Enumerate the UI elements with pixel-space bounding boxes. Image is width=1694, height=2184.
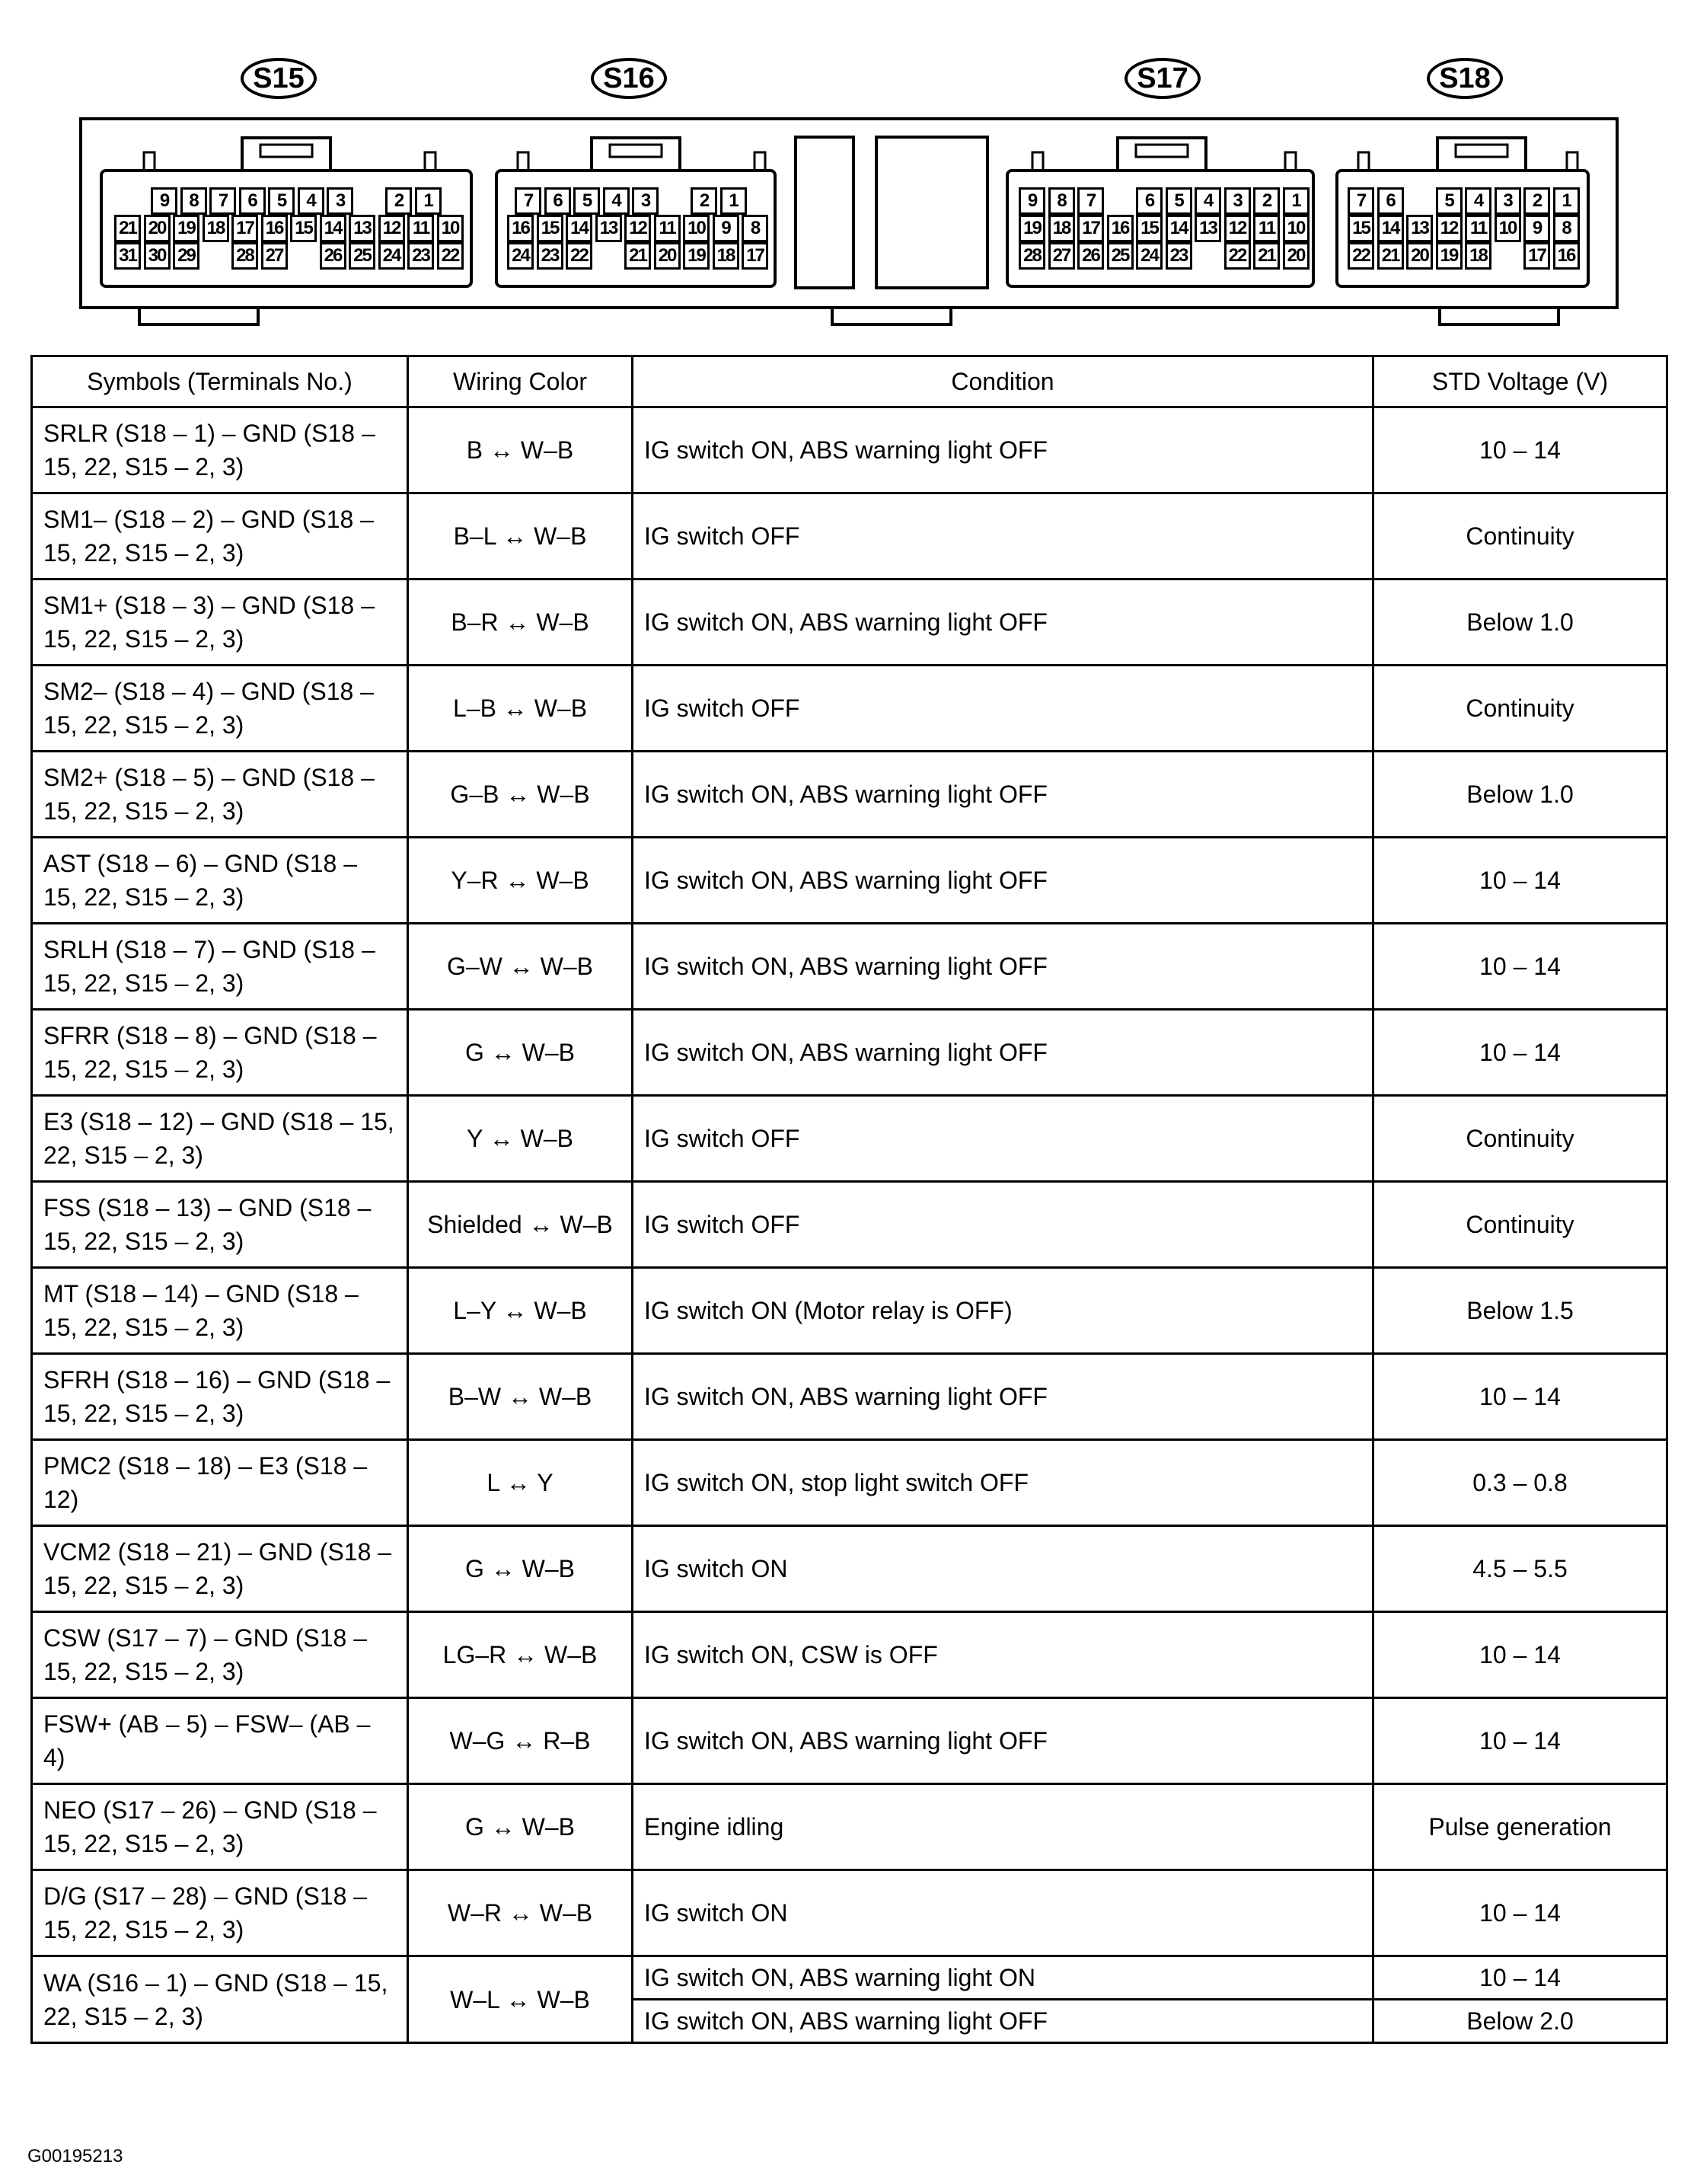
pin-s17-7: 7	[1077, 187, 1104, 215]
cell-std-voltage: 10 – 14	[1373, 838, 1667, 924]
cell-symbol: MT (S18 – 14) – GND (S18 – 15, 22, S15 – 2, 3)	[32, 1268, 408, 1354]
cell-condition: IG switch ON, ABS warning light OFF	[633, 752, 1373, 838]
table-row	[32, 1354, 1667, 1440]
table-row	[32, 580, 1667, 666]
pin-s15-31: 31	[114, 242, 141, 270]
pin-s18-20: 20	[1406, 242, 1433, 270]
cell-symbol: VCM2 (S18 – 21) – GND (S18 – 15, 22, S15 – 2, 3)	[32, 1526, 408, 1612]
cell-condition: IG switch ON, ABS warning light ON	[633, 1956, 1373, 2000]
cell-wiring-color: B–W ↔ W–B	[408, 1354, 633, 1440]
pin-s17-17: 17	[1077, 215, 1104, 242]
cell-condition: IG switch ON, ABS warning light OFF	[633, 407, 1373, 493]
pin-s15-14: 14	[320, 215, 346, 242]
pin-s15-25: 25	[349, 242, 375, 270]
table-row	[32, 1096, 1667, 1182]
cell-condition: IG switch ON, ABS warning light OFF	[633, 580, 1373, 666]
cell-symbol: SFRH (S18 – 16) – GND (S18 – 15, 22, S15 – 2, 3)	[32, 1354, 408, 1440]
pin-s15-27: 27	[261, 242, 288, 270]
pin-s17-10: 10	[1283, 215, 1310, 242]
cell-std-voltage: 10 – 14	[1373, 1010, 1667, 1096]
cell-symbol: D/G (S17 – 28) – GND (S18 – 15, 22, S15 – 2, 3)	[32, 1870, 408, 1956]
table-row	[32, 838, 1667, 924]
cell-condition: IG switch OFF	[633, 1182, 1373, 1268]
cell-wiring-color: G–B ↔ W–B	[408, 752, 633, 838]
cell-condition: IG switch ON, stop light switch OFF	[633, 1440, 1373, 1526]
cell-std-voltage: 10 – 14	[1373, 407, 1667, 493]
cell-condition: IG switch ON, ABS warning light OFF	[633, 1010, 1373, 1096]
cell-symbol: FSW+ (AB – 5) – FSW– (AB – 4)	[32, 1698, 408, 1784]
pin-s17-19: 19	[1019, 215, 1045, 242]
pin-s18-19: 19	[1436, 242, 1463, 270]
pin-s15-24: 24	[378, 242, 405, 270]
pin-s15-9: 9	[151, 187, 177, 215]
pin-s17-18: 18	[1048, 215, 1075, 242]
table-row	[32, 1956, 1667, 2000]
pin-s16-21: 21	[624, 242, 651, 270]
connector-label-s18: S18	[1427, 58, 1503, 99]
pin-s16-2: 2	[691, 187, 717, 215]
pin-s15-2: 2	[385, 187, 412, 215]
pin-s17-6: 6	[1136, 187, 1163, 215]
table-row	[32, 1870, 1667, 1956]
cell-std-voltage: Below 2.0	[1373, 2000, 1667, 2043]
pin-s17-16: 16	[1107, 215, 1134, 242]
pin-s17-8: 8	[1048, 187, 1075, 215]
pin-s16-12: 12	[624, 215, 651, 242]
pin-s15-18: 18	[203, 215, 229, 242]
header-std-voltage: STD Voltage (V)	[1373, 356, 1667, 407]
cell-std-voltage: Below 1.0	[1373, 752, 1667, 838]
header-symbols: Symbols (Terminals No.)	[32, 356, 408, 407]
table-row	[32, 407, 1667, 493]
pin-s18-4: 4	[1465, 187, 1491, 215]
cell-condition: IG switch ON (Motor relay is OFF)	[633, 1268, 1373, 1354]
connector-label-s15: S15	[241, 58, 317, 99]
table-row	[32, 752, 1667, 838]
pin-s15-12: 12	[378, 215, 405, 242]
pin-s16-7: 7	[515, 187, 541, 215]
pin-s15-11: 11	[407, 215, 434, 242]
cell-wiring-color: B–R ↔ W–B	[408, 580, 633, 666]
cell-wiring-color: G ↔ W–B	[408, 1784, 633, 1870]
pin-s15-22: 22	[437, 242, 464, 270]
table-row	[32, 924, 1667, 1010]
pin-s17-22: 22	[1224, 242, 1251, 270]
pin-s18-18: 18	[1465, 242, 1491, 270]
pin-s15-23: 23	[407, 242, 434, 270]
connector-outlines	[0, 0, 1694, 350]
cell-symbol: SFRR (S18 – 8) – GND (S18 – 15, 22, S15 – 2, 3)	[32, 1010, 408, 1096]
cell-symbol: SM1+ (S18 – 3) – GND (S18 – 15, 22, S15 – 2, 3)	[32, 580, 408, 666]
header-condition: Condition	[633, 356, 1373, 407]
cell-symbol: SM2– (S18 – 4) – GND (S18 – 15, 22, S15 – 2, 3)	[32, 666, 408, 752]
pin-s18-15: 15	[1348, 215, 1374, 242]
pin-s16-5: 5	[573, 187, 600, 215]
cell-symbol: NEO (S17 – 26) – GND (S18 – 15, 22, S15 – 2, 3)	[32, 1784, 408, 1870]
pin-s18-12: 12	[1436, 215, 1463, 242]
pin-s15-5: 5	[268, 187, 295, 215]
figure-id: G00195213	[27, 2146, 123, 2166]
pin-s15-13: 13	[349, 215, 375, 242]
pin-s17-14: 14	[1166, 215, 1192, 242]
pin-s15-28: 28	[231, 242, 258, 270]
cell-condition: IG switch OFF	[633, 493, 1373, 580]
cell-wiring-color: L–Y ↔ W–B	[408, 1268, 633, 1354]
pin-s17-1: 1	[1283, 187, 1310, 215]
pin-s18-21: 21	[1377, 242, 1404, 270]
pin-s17-24: 24	[1136, 242, 1163, 270]
pin-s18-11: 11	[1465, 215, 1491, 242]
pin-s16-20: 20	[654, 242, 681, 270]
cell-symbol: SM1– (S18 – 2) – GND (S18 – 15, 22, S15 – 2, 3)	[32, 493, 408, 580]
table-row	[32, 1010, 1667, 1096]
table-row	[32, 666, 1667, 752]
connector-diagram	[0, 0, 1694, 350]
cell-std-voltage: 10 – 14	[1373, 1698, 1667, 1784]
pin-s17-13: 13	[1195, 215, 1221, 242]
cell-symbol: SRLR (S18 – 1) – GND (S18 – 15, 22, S15 – 2, 3)	[32, 407, 408, 493]
cell-wiring-color: W–L ↔ W–B	[408, 1956, 633, 2043]
pin-s18-5: 5	[1436, 187, 1463, 215]
cell-std-voltage: 0.3 – 0.8	[1373, 1440, 1667, 1526]
cell-std-voltage: 4.5 – 5.5	[1373, 1526, 1667, 1612]
pin-s15-16: 16	[261, 215, 288, 242]
cell-condition: Engine idling	[633, 1784, 1373, 1870]
pin-s16-1: 1	[720, 187, 747, 215]
table-row	[32, 1268, 1667, 1354]
pin-s15-19: 19	[173, 215, 199, 242]
cell-wiring-color: G ↔ W–B	[408, 1526, 633, 1612]
pin-s16-23: 23	[537, 242, 563, 270]
pin-s17-3: 3	[1224, 187, 1251, 215]
pin-s17-2: 2	[1253, 187, 1280, 215]
pin-s15-6: 6	[239, 187, 266, 215]
pin-s16-17: 17	[742, 242, 768, 270]
cell-wiring-color: Shielded ↔ W–B	[408, 1182, 633, 1268]
cell-condition: IG switch OFF	[633, 666, 1373, 752]
pin-s16-6: 6	[544, 187, 571, 215]
pin-s18-3: 3	[1495, 187, 1521, 215]
cell-std-voltage: 10 – 14	[1373, 1956, 1667, 2000]
pin-s17-4: 4	[1195, 187, 1221, 215]
table-row	[32, 1440, 1667, 1526]
cell-std-voltage: Continuity	[1373, 1182, 1667, 1268]
pin-s15-21: 21	[114, 215, 141, 242]
pin-s16-15: 15	[537, 215, 563, 242]
cell-std-voltage: Below 1.5	[1373, 1268, 1667, 1354]
cell-symbol: CSW (S17 – 7) – GND (S18 – 15, 22, S15 – 2, 3)	[32, 1612, 408, 1698]
cell-wiring-color: B ↔ W–B	[408, 407, 633, 493]
pin-s18-10: 10	[1495, 215, 1521, 242]
pin-s15-7: 7	[209, 187, 236, 215]
pin-s15-29: 29	[173, 242, 199, 270]
table-body	[32, 407, 1667, 2043]
cell-wiring-color: LG–R ↔ W–B	[408, 1612, 633, 1698]
cell-condition: IG switch ON, ABS warning light OFF	[633, 924, 1373, 1010]
cell-condition: IG switch ON	[633, 1870, 1373, 1956]
pin-s17-11: 11	[1253, 215, 1280, 242]
pin-s17-28: 28	[1019, 242, 1045, 270]
pin-s15-3: 3	[327, 187, 353, 215]
cell-condition: IG switch ON, ABS warning light OFF	[633, 2000, 1373, 2043]
cell-std-voltage: Continuity	[1373, 1096, 1667, 1182]
connector-label-s17: S17	[1125, 58, 1201, 99]
pin-s17-26: 26	[1077, 242, 1104, 270]
pin-s17-27: 27	[1048, 242, 1075, 270]
cell-symbol: FSS (S18 – 13) – GND (S18 – 15, 22, S15 – 2, 3)	[32, 1182, 408, 1268]
cell-std-voltage: 10 – 14	[1373, 1612, 1667, 1698]
cell-condition: IG switch ON, ABS warning light OFF	[633, 1354, 1373, 1440]
table-row	[32, 1784, 1667, 1870]
pin-s15-20: 20	[144, 215, 171, 242]
table-header-row	[32, 356, 1667, 407]
cell-wiring-color: L–B ↔ W–B	[408, 666, 633, 752]
cell-std-voltage: 10 – 14	[1373, 1354, 1667, 1440]
pin-s15-8: 8	[180, 187, 207, 215]
pin-s18-17: 17	[1523, 242, 1550, 270]
pin-s16-24: 24	[507, 242, 534, 270]
pin-s16-3: 3	[632, 187, 659, 215]
cell-std-voltage: Continuity	[1373, 666, 1667, 752]
pin-s16-16: 16	[507, 215, 534, 242]
pin-s16-11: 11	[654, 215, 681, 242]
cell-condition: IG switch ON, CSW is OFF	[633, 1612, 1373, 1698]
cell-std-voltage: Below 1.0	[1373, 580, 1667, 666]
cell-wiring-color: Y–R ↔ W–B	[408, 838, 633, 924]
pin-s15-1: 1	[415, 187, 442, 215]
table-row	[32, 1526, 1667, 1612]
cell-wiring-color: L ↔ Y	[408, 1440, 633, 1526]
pin-s18-8: 8	[1553, 215, 1580, 242]
cell-symbol: PMC2 (S18 – 18) – E3 (S18 – 12)	[32, 1440, 408, 1526]
pin-s16-14: 14	[566, 215, 592, 242]
pin-s16-9: 9	[713, 215, 739, 242]
pin-s18-6: 6	[1377, 187, 1404, 215]
pin-s18-1: 1	[1553, 187, 1580, 215]
table-row	[32, 1182, 1667, 1268]
cell-wiring-color: W–G ↔ R–B	[408, 1698, 633, 1784]
cell-condition: IG switch ON	[633, 1526, 1373, 1612]
pin-s17-5: 5	[1166, 187, 1192, 215]
cell-wiring-color: G–W ↔ W–B	[408, 924, 633, 1010]
cell-symbol: SM2+ (S18 – 5) – GND (S18 – 15, 22, S15 – 2, 3)	[32, 752, 408, 838]
pin-s15-17: 17	[231, 215, 258, 242]
pin-s16-22: 22	[566, 242, 592, 270]
cell-std-voltage: 10 – 14	[1373, 924, 1667, 1010]
cell-wiring-color: W–R ↔ W–B	[408, 1870, 633, 1956]
cell-std-voltage: 10 – 14	[1373, 1870, 1667, 1956]
pin-s17-20: 20	[1283, 242, 1310, 270]
pin-s15-10: 10	[437, 215, 464, 242]
pin-s17-15: 15	[1136, 215, 1163, 242]
cell-symbol: SRLH (S18 – 7) – GND (S18 – 15, 22, S15 – 2, 3)	[32, 924, 408, 1010]
table-row	[32, 493, 1667, 580]
cell-condition: IG switch OFF	[633, 1096, 1373, 1182]
pin-s15-30: 30	[144, 242, 171, 270]
pin-s16-19: 19	[683, 242, 710, 270]
terminal-voltage-table	[30, 355, 1668, 2044]
pin-s15-15: 15	[290, 215, 317, 242]
cell-std-voltage: Continuity	[1373, 493, 1667, 580]
pin-s18-14: 14	[1377, 215, 1404, 242]
table-row	[32, 1698, 1667, 1784]
pin-s17-25: 25	[1107, 242, 1134, 270]
cell-wiring-color: G ↔ W–B	[408, 1010, 633, 1096]
pin-s15-4: 4	[298, 187, 324, 215]
cell-condition: IG switch ON, ABS warning light OFF	[633, 1698, 1373, 1784]
pin-s18-2: 2	[1523, 187, 1550, 215]
cell-symbol: WA (S16 – 1) – GND (S18 – 15, 22, S15 – 2, 3)	[32, 1956, 408, 2043]
table-row	[32, 1612, 1667, 1698]
cell-condition: IG switch ON, ABS warning light OFF	[633, 838, 1373, 924]
connector-label-s16: S16	[591, 58, 667, 99]
cell-symbol: E3 (S18 – 12) – GND (S18 – 15, 22, S15 – 2, 3)	[32, 1096, 408, 1182]
cell-symbol: AST (S18 – 6) – GND (S18 – 15, 22, S15 – 2, 3)	[32, 838, 408, 924]
pin-s16-18: 18	[713, 242, 739, 270]
cell-std-voltage: Pulse generation	[1373, 1784, 1667, 1870]
pin-s18-22: 22	[1348, 242, 1374, 270]
pin-s17-21: 21	[1253, 242, 1280, 270]
header-wiring-color: Wiring Color	[408, 356, 633, 407]
pin-s18-16: 16	[1553, 242, 1580, 270]
pin-s18-13: 13	[1406, 215, 1433, 242]
pin-s16-13: 13	[595, 215, 622, 242]
cell-wiring-color: Y ↔ W–B	[408, 1096, 633, 1182]
pin-s18-9: 9	[1523, 215, 1550, 242]
pin-s17-23: 23	[1166, 242, 1192, 270]
pin-s18-7: 7	[1348, 187, 1374, 215]
cell-wiring-color: B–L ↔ W–B	[408, 493, 633, 580]
pin-s16-10: 10	[683, 215, 710, 242]
pin-s16-8: 8	[742, 215, 768, 242]
pin-s15-26: 26	[320, 242, 346, 270]
pin-s16-4: 4	[603, 187, 630, 215]
pin-s17-9: 9	[1019, 187, 1045, 215]
pin-s17-12: 12	[1224, 215, 1251, 242]
